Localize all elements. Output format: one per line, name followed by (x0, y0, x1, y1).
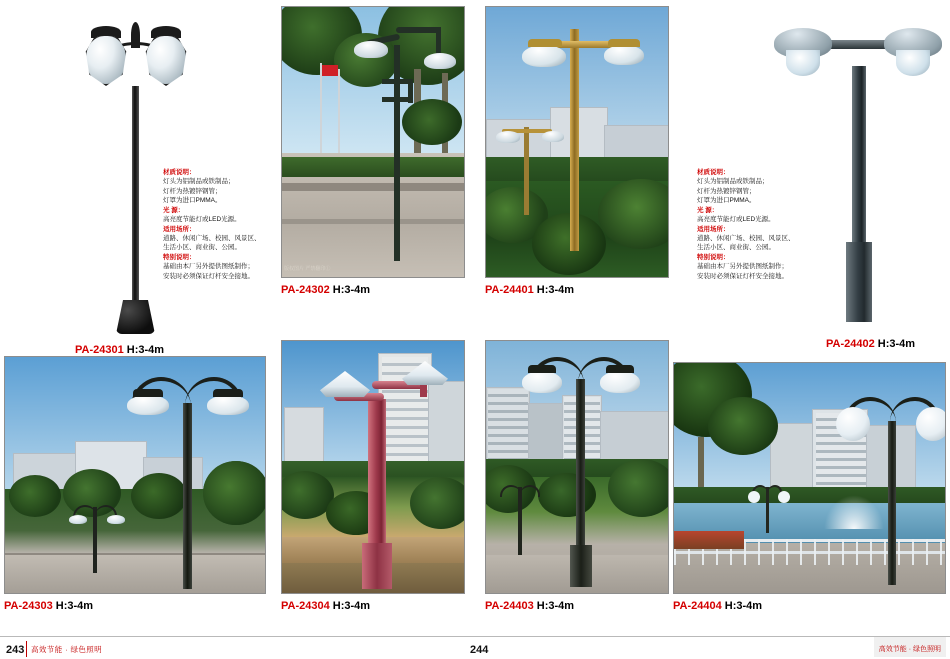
caption-pa-24302: PA-24302 H:3-4m (281, 284, 371, 296)
lamp-base (116, 300, 155, 334)
product-photo-pa-24401 (485, 6, 669, 278)
page-number-left: 243 (6, 644, 25, 656)
product-photo-pa-24303 (4, 356, 266, 594)
spec-block-left: 材质说明： 灯头为铝制品或铁制品； 灯杆为热镀锌钢管； 灯罩为进口PMMA。 光 源： 高亮度节能灯或LED光源。 适用场所： 道路、休闲广场、校园、风景区、 生活小区、商业街、公园。 特别说明： 基础由本厂另外提供图纸制作； 安装时必须保证灯杆安全接地。 (163, 169, 261, 280)
caption-pa-24401: PA-24401 H:3-4m (485, 284, 575, 296)
caption-pa-24402: PA-24402 H:3-4m (826, 338, 916, 350)
product-photo-pa-24304 (281, 340, 465, 594)
lamp-diffuser-right (896, 50, 930, 76)
photo-watermark-pa-24302: 版权图片 严禁翻印① (284, 266, 331, 272)
footer-text-left: 高效节能 · 绿色照明 (31, 645, 103, 654)
spec-block-right: 材质说明： 灯头为铝制品或铁制品； 灯杆为热镀锌钢管； 灯罩为进口PMMA。 光 源： 高亮度节能灯或LED光源。 适用场所： 道路、休闲广场、校园、风景区、 生活小区、商业街、公园。 特别说明： 基础由本厂另外提供图纸制作； 安装时必须保证灯杆安全接地。 (697, 169, 795, 280)
footer-badge-right: 高效节能 · 绿色照明 (874, 637, 946, 657)
page-number-right: 244 (470, 644, 489, 656)
lamp-pole-base (846, 242, 872, 322)
product-photo-pa-24403 (485, 340, 669, 594)
footer-divider (0, 636, 950, 637)
caption-pa-24403: PA-24403 H:3-4m (485, 600, 575, 612)
lamp-diffuser-left (786, 50, 820, 76)
product-photo-pa-24302 (281, 6, 465, 278)
product-photo-pa-24404 (673, 362, 946, 594)
finial-icon (131, 22, 140, 48)
footer-tick-left (26, 641, 27, 657)
caption-pa-24404: PA-24404 H:3-4m (673, 600, 763, 612)
caption-pa-24303: PA-24303 H:3-4m (4, 600, 94, 612)
lamp-pole (132, 86, 139, 304)
caption-pa-24304: PA-24304 H:3-4m (281, 600, 371, 612)
caption-pa-24301: PA-24301 H:3-4m (75, 344, 165, 356)
